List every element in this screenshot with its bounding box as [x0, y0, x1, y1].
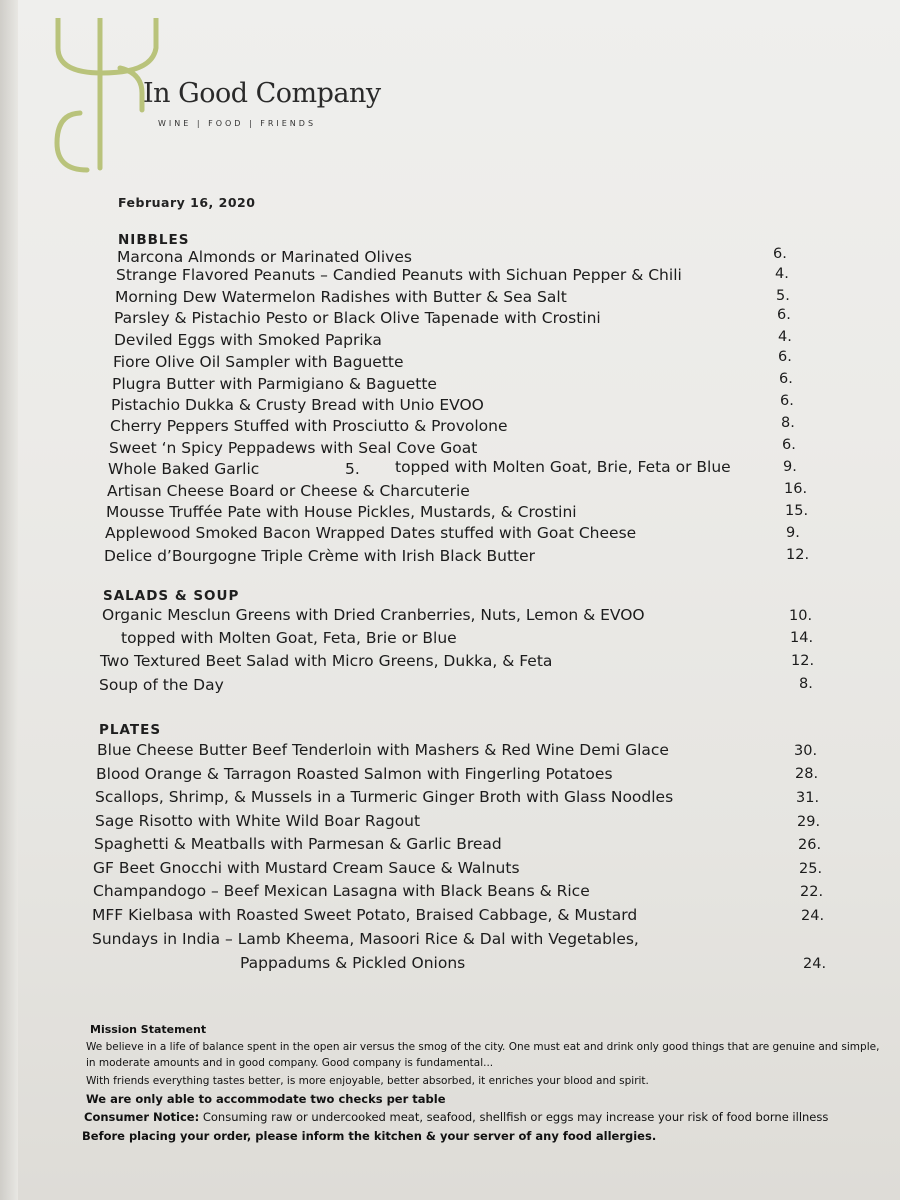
- menu-item-price: 12.: [786, 547, 810, 563]
- menu-item: Organic Mesclun Greens with Dried Cranberries, Nuts, Lemon & EVOO: [102, 606, 645, 624]
- menu-item: Plugra Butter with Parmigiano & Baguette: [112, 375, 437, 393]
- menu-item-price: 10.: [789, 608, 813, 624]
- menu-item-price: 14.: [790, 630, 814, 646]
- menu-item-price: 9.: [783, 459, 797, 475]
- menu-item-price: 24.: [803, 956, 827, 972]
- page-fold-shadow: [0, 0, 18, 1200]
- menu-item: GF Beet Gnocchi with Mustard Cream Sauce & Walnuts: [93, 859, 520, 877]
- menu-item: Sage Risotto with White Wild Boar Ragout: [95, 812, 421, 830]
- consumer-notice: [84, 1110, 828, 1124]
- menu-item: MFF Kielbasa with Roasted Sweet Potato, Braised Cabbage, & Mustard: [92, 906, 638, 924]
- menu-item: Whole Baked Garlic: [108, 460, 260, 478]
- menu-item: Artisan Cheese Board or Cheese & Charcuterie: [107, 482, 470, 500]
- mission-line: in moderate amounts and in good company. Good company is fundamental...: [86, 1057, 494, 1069]
- allergy-notice: Before placing your order, please inform the kitchen & your server of any food allergies.: [82, 1129, 657, 1143]
- brand-name: In Good Company: [143, 78, 381, 109]
- checks-policy: We are only able to accommodate two checks per table: [86, 1092, 446, 1106]
- menu-item: Blood Orange & Tarragon Roasted Salmon with Fingerling Potatoes: [96, 765, 613, 783]
- menu-item: Deviled Eggs with Smoked Paprika: [114, 331, 382, 349]
- menu-item-price: 6.: [780, 393, 794, 409]
- menu-item-price: 22.: [800, 884, 824, 900]
- menu-item: Parsley & Pistachio Pesto or Black Olive Tapenade with Crostini: [114, 309, 601, 327]
- menu-item-price: 8.: [799, 676, 813, 692]
- menu-item: topped with Molten Goat, Feta, Brie or Blue: [121, 629, 457, 647]
- menu-item-price: 26.: [798, 837, 822, 853]
- menu-item-price: 24.: [801, 908, 825, 924]
- menu-item-addon: topped with Molten Goat, Brie, Feta or Blue: [395, 458, 731, 476]
- menu-item: Scallops, Shrimp, & Mussels in a Turmeric Ginger Broth with Glass Noodles: [95, 788, 674, 806]
- menu-item-price: 9.: [786, 525, 800, 541]
- menu-item: Applewood Smoked Bacon Wrapped Dates stuffed with Goat Cheese: [105, 524, 637, 542]
- menu-item-price: 28.: [795, 766, 819, 782]
- menu-item-continued: Pappadums & Pickled Onions: [240, 954, 466, 972]
- menu-item-price: 4.: [775, 266, 789, 282]
- menu-item: Marcona Almonds or Marinated Olives: [117, 248, 412, 266]
- mission-title: Mission Statement: [90, 1023, 207, 1036]
- menu-item-price: 6.: [777, 307, 791, 323]
- menu-item: Spaghetti & Meatballs with Parmesan & Garlic Bread: [94, 835, 502, 853]
- mission-line: We believe in a life of balance spent in the open air versus the smog of the city. One must eat and drink only good things that are genuine and simple,: [86, 1041, 880, 1053]
- menu-item: Champandogo – Beef Mexican Lasagna with Black Beans & Rice: [93, 882, 590, 900]
- menu-item: Strange Flavored Peanuts – Candied Peanuts with Sichuan Pepper & Chili: [116, 266, 682, 284]
- menu-item-mid-price: 5.: [345, 460, 360, 478]
- menu-item-price: 29.: [797, 814, 821, 830]
- menu-item-price: 31.: [796, 790, 820, 806]
- menu-item-price: 25.: [799, 861, 823, 877]
- menu-item-price: 12.: [791, 653, 815, 669]
- menu-item: Sweet ‘n Spicy Peppadews with Seal Cove Goat: [109, 439, 478, 457]
- menu-item: Two Textured Beet Salad with Micro Greens, Dukka, & Feta: [100, 652, 553, 670]
- menu-item-price: 30.: [794, 743, 818, 759]
- menu-item-price: 8.: [781, 415, 795, 431]
- section-title-nibbles: NIBBLES: [118, 232, 190, 248]
- menu-item-price: 15.: [785, 503, 809, 519]
- menu-item: Sundays in India – Lamb Kheema, Masoori Rice & Dal with Vegetables,: [92, 930, 639, 948]
- section-title-salads: SALADS & SOUP: [103, 588, 240, 604]
- menu-item-price: 5.: [776, 288, 790, 304]
- menu-date: February 16, 2020: [118, 195, 256, 210]
- consumer-notice-text: Consuming raw or undercooked meat, seafood, shellfish or eggs may increase your risk of food borne illness: [199, 1110, 829, 1124]
- menu-item: Morning Dew Watermelon Radishes with Butter & Sea Salt: [115, 288, 567, 306]
- menu-item: Mousse Truffée Pate with House Pickles, Mustards, & Crostini: [106, 503, 577, 521]
- menu-item-price: 6.: [782, 437, 796, 453]
- brand-tagline: WINE | FOOD | FRIENDS: [158, 119, 317, 128]
- menu-item: Pistachio Dukka & Crusty Bread with Unio EVOO: [111, 396, 484, 414]
- menu-item-price: 6.: [778, 349, 792, 365]
- menu-item: Fiore Olive Oil Sampler with Baguette: [113, 353, 404, 371]
- menu-item-price: 4.: [778, 329, 792, 345]
- menu-item: Soup of the Day: [99, 676, 224, 694]
- menu-item: Cherry Peppers Stuffed with Prosciutto & Provolone: [110, 417, 508, 435]
- menu-item: Delice d’Bourgogne Triple Crème with Irish Black Butter: [104, 547, 536, 565]
- menu-item-price: 16.: [784, 481, 808, 497]
- section-title-plates: PLATES: [99, 722, 162, 738]
- menu-item-price: 6.: [773, 246, 787, 262]
- mission-line: With friends everything tastes better, is more enjoyable, better absorbed, it enriches your blood and spirit.: [86, 1075, 649, 1087]
- menu-item: Blue Cheese Butter Beef Tenderloin with Mashers & Red Wine Demi Glace: [97, 741, 669, 759]
- menu-item-price: 6.: [779, 371, 793, 387]
- consumer-notice-label: Consumer Notice:: [84, 1110, 200, 1124]
